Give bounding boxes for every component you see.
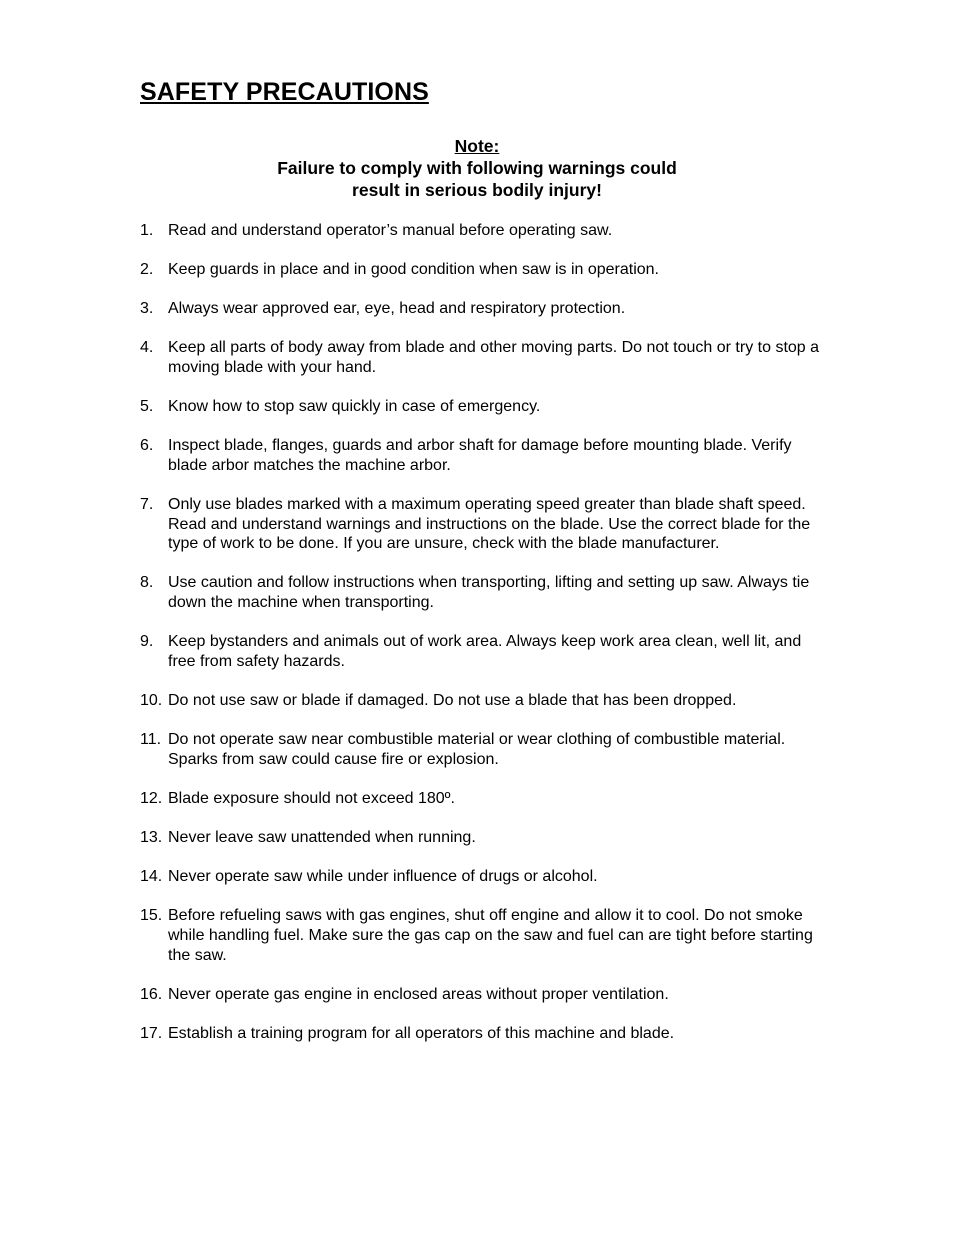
- item-text: Blade exposure should not exceed 180º.: [168, 789, 455, 807]
- item-number: 1.: [140, 222, 154, 239]
- list-item: [140, 828, 830, 848]
- list-item: [140, 730, 830, 769]
- item-number: 13.: [140, 829, 163, 847]
- list-item: [140, 691, 830, 711]
- item-text: Keep bystanders and animals out of work area. Always keep work area clean, well lit, and free from safety hazards.: [168, 633, 802, 670]
- list-item: [140, 789, 830, 809]
- note-line-2: result in serious bodily injury!: [352, 180, 602, 200]
- item-text: Never operate gas engine in enclosed areas without proper ventilation.: [168, 985, 669, 1003]
- list-item: [140, 436, 830, 475]
- item-number: 2.: [140, 261, 154, 279]
- list-item: [140, 632, 830, 671]
- item-text: Never operate saw while under influence of drugs or alcohol.: [168, 868, 598, 886]
- item-text: Do not use saw or blade if damaged. Do not use a blade that has been dropped.: [168, 692, 737, 710]
- item-number: 14.: [140, 868, 163, 886]
- item-text: Read and understand operator’s manual before operating saw.: [168, 222, 613, 239]
- list-item: [140, 260, 830, 280]
- list-item: [140, 573, 830, 612]
- item-text: Know how to stop saw quickly in case of emergency.: [168, 398, 541, 416]
- safety-list: [140, 221, 830, 1063]
- list-item: [140, 985, 830, 1005]
- item-text: Keep all parts of body away from blade and other moving parts. Do not touch or try to stop a moving blade with your hand.: [168, 339, 820, 376]
- list-item: [140, 338, 830, 377]
- item-number: 3.: [140, 300, 154, 318]
- item-text: Use caution and follow instructions when transporting, lifting and setting up saw. Always tie down the machine when transporting.: [168, 574, 810, 612]
- item-number: 7.: [140, 495, 154, 513]
- item-number: 6.: [140, 437, 154, 455]
- item-text: Do not operate saw near combustible material or wear clothing of combustible material. Sparks from saw could cause fire or explosion.: [168, 731, 786, 768]
- note-label: Note:: [454, 136, 500, 156]
- item-number: 15.: [140, 907, 163, 925]
- item-text: Establish a training program for all operators of this machine and blade.: [168, 1024, 675, 1042]
- item-number: 16.: [140, 985, 163, 1003]
- item-text: Inspect blade, flanges, guards and arbor shaft for damage before mounting blade. Verify blade arbor matches the machine arbor.: [168, 437, 792, 474]
- list-item: [140, 1024, 830, 1044]
- item-text: Only use blades marked with a maximum operating speed greater than blade shaft speed. Read and understand warnings and instructions on the blade. Use the correct blade for the type of work to be done. If you are unsure, check with the blade manufacturer.: [168, 495, 811, 553]
- list-item: [140, 906, 830, 965]
- item-text: Before refueling saws with gas engines, shut off engine and allow it to cool. Do not smoke while handling fuel. Make sure the gas cap on the saw and fuel can are tight before starting the saw.: [168, 907, 813, 964]
- item-text: Always wear approved ear, eye, head and respiratory protection.: [168, 300, 626, 318]
- warning-note: [0, 135, 954, 201]
- item-text: Never leave saw unattended when running.: [168, 829, 476, 847]
- item-number: 9.: [140, 633, 154, 651]
- note-line-1: Failure to comply with following warnings could: [277, 158, 677, 178]
- item-number: 8.: [140, 574, 154, 592]
- list-item: [140, 495, 830, 554]
- page-title: SAFETY PRECAUTIONS: [140, 78, 429, 106]
- item-number: 17.: [140, 1024, 163, 1042]
- item-number: 12.: [140, 789, 163, 807]
- list-item: [140, 299, 830, 319]
- list-item: [140, 397, 830, 417]
- item-number: 4.: [140, 339, 154, 357]
- list-item: [140, 221, 830, 241]
- item-number: 5.: [140, 398, 154, 416]
- item-text: Keep guards in place and in good condition when saw is in operation.: [168, 261, 659, 279]
- list-item: [140, 867, 830, 887]
- item-number: 11.: [140, 731, 162, 749]
- item-number: 10.: [140, 692, 163, 710]
